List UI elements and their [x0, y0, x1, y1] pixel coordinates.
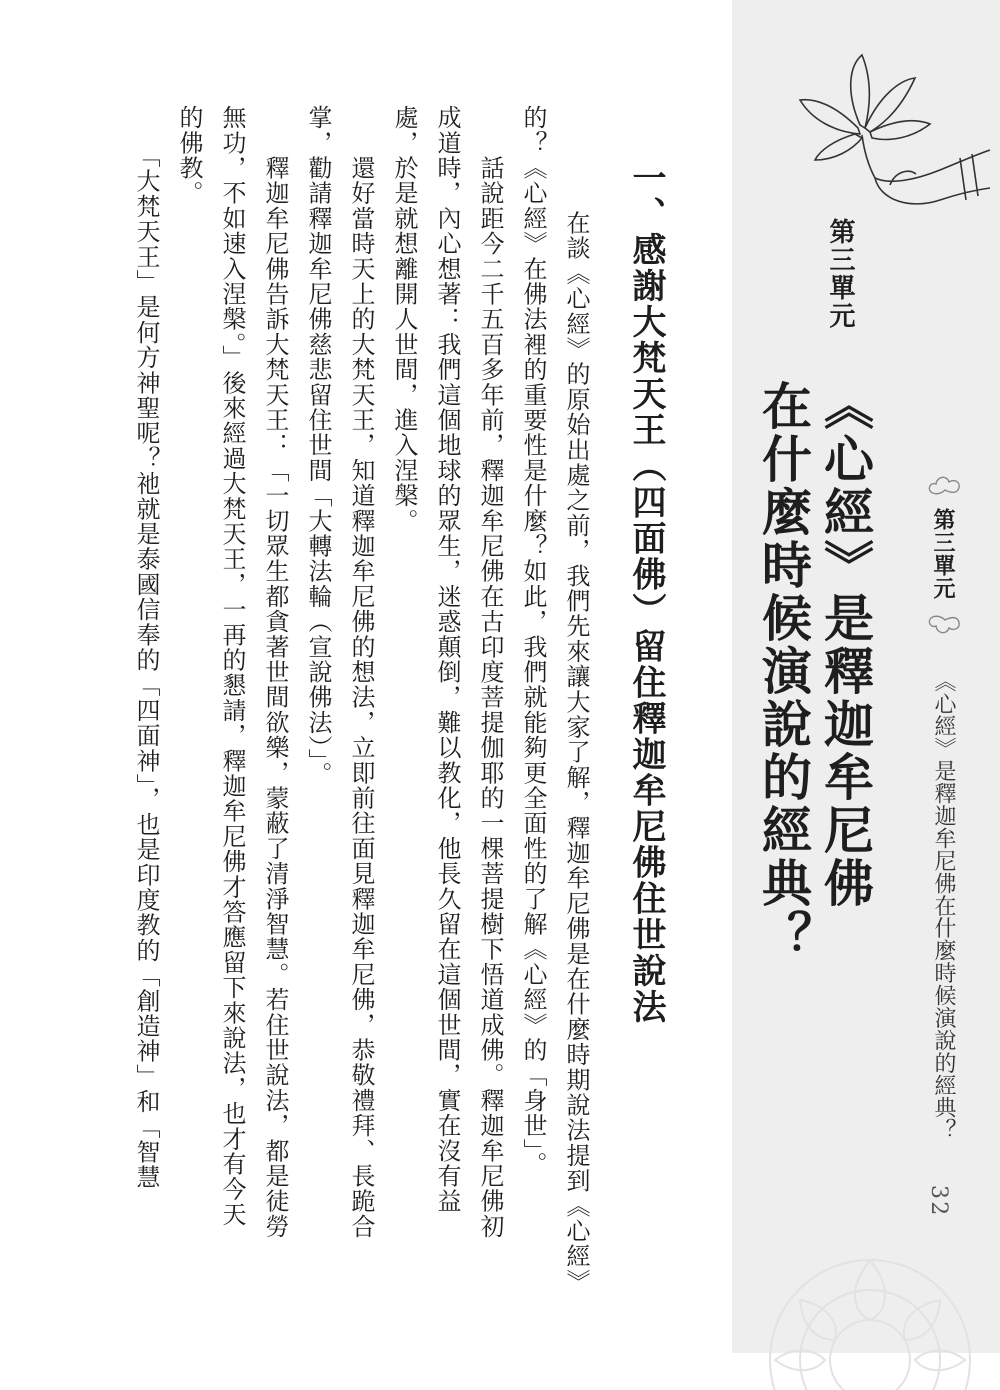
section-heading: 一、感謝大梵天王（四面佛）留住釋迦牟尼佛住世說法 — [626, 160, 666, 1025]
body-line: 成道時，內心想著：我們這個地球的眾生，迷惑顛倒，難以教化，他長久留在這個世間，實在沒有益 — [433, 105, 461, 1214]
body-line: 的佛教。 — [175, 105, 203, 206]
running-title: 《心經》是釋迦牟尼佛在什麼時候演說的經典？ — [931, 670, 956, 1142]
cloud-ornament-icon — [925, 610, 965, 640]
body-line: 還好當時天上的大梵天王，知道釋迦牟尼佛的想法，立即前往面見釋迦牟尼佛，恭敬禮拜、長跪合 — [347, 105, 375, 1239]
body-line: 掌，勸請釋迦牟尼佛慈悲留住世間「大轉法輪（宣說佛法）」。 — [304, 105, 332, 787]
lotus-hand-icon — [790, 50, 990, 220]
mandala-ornament-icon — [720, 1190, 1000, 1390]
running-unit-label: 第三單元 — [930, 508, 956, 601]
body-line: 話說距今二千五百多年前，釋迦牟尼佛在古印度菩提伽耶的一棵菩提樹下悟道成佛。釋迦牟尼佛初 — [476, 105, 504, 1239]
body-line: 無功，不如速入涅槃。」後來經過大梵天王，一再的懇請，釋迦牟尼佛才答應留下來說法，也才有今天 — [218, 105, 246, 1227]
chapter-title-line-1: 《心經》是釋迦牟尼佛 — [816, 380, 875, 910]
body-line: 處，於是就想離開人世間，進入涅槃。 — [390, 105, 418, 534]
body-line: 釋迦牟尼佛告訴大梵天王：「一切眾生都貪著世間欲樂，蒙蔽了清淨智慧。若住世說法，都是徒勞 — [261, 105, 289, 1239]
body-line: 「大梵天王」是何方神聖呢？祂就是泰國信奉的「四面神」，也是印度教的「創造神」和「智慧 — [132, 105, 160, 1190]
body-line: 的？《心經》在佛法裡的重要性是什麼？如此，我們就能夠更全面性的了解《心經》的「身世」。 — [519, 105, 547, 1177]
body-line: 在談《心經》的原始出處之前，我們先來讓大家了解，釋迦牟尼佛是在什麼時期說法提到《心經》 — [562, 160, 590, 1294]
chapter-title-line-2: 在什麼時候演說的經典？ — [754, 380, 813, 963]
cloud-ornament-icon — [925, 470, 965, 500]
unit-label: 第三單元 — [825, 218, 855, 331]
page-number: 32 — [926, 1185, 951, 1218]
